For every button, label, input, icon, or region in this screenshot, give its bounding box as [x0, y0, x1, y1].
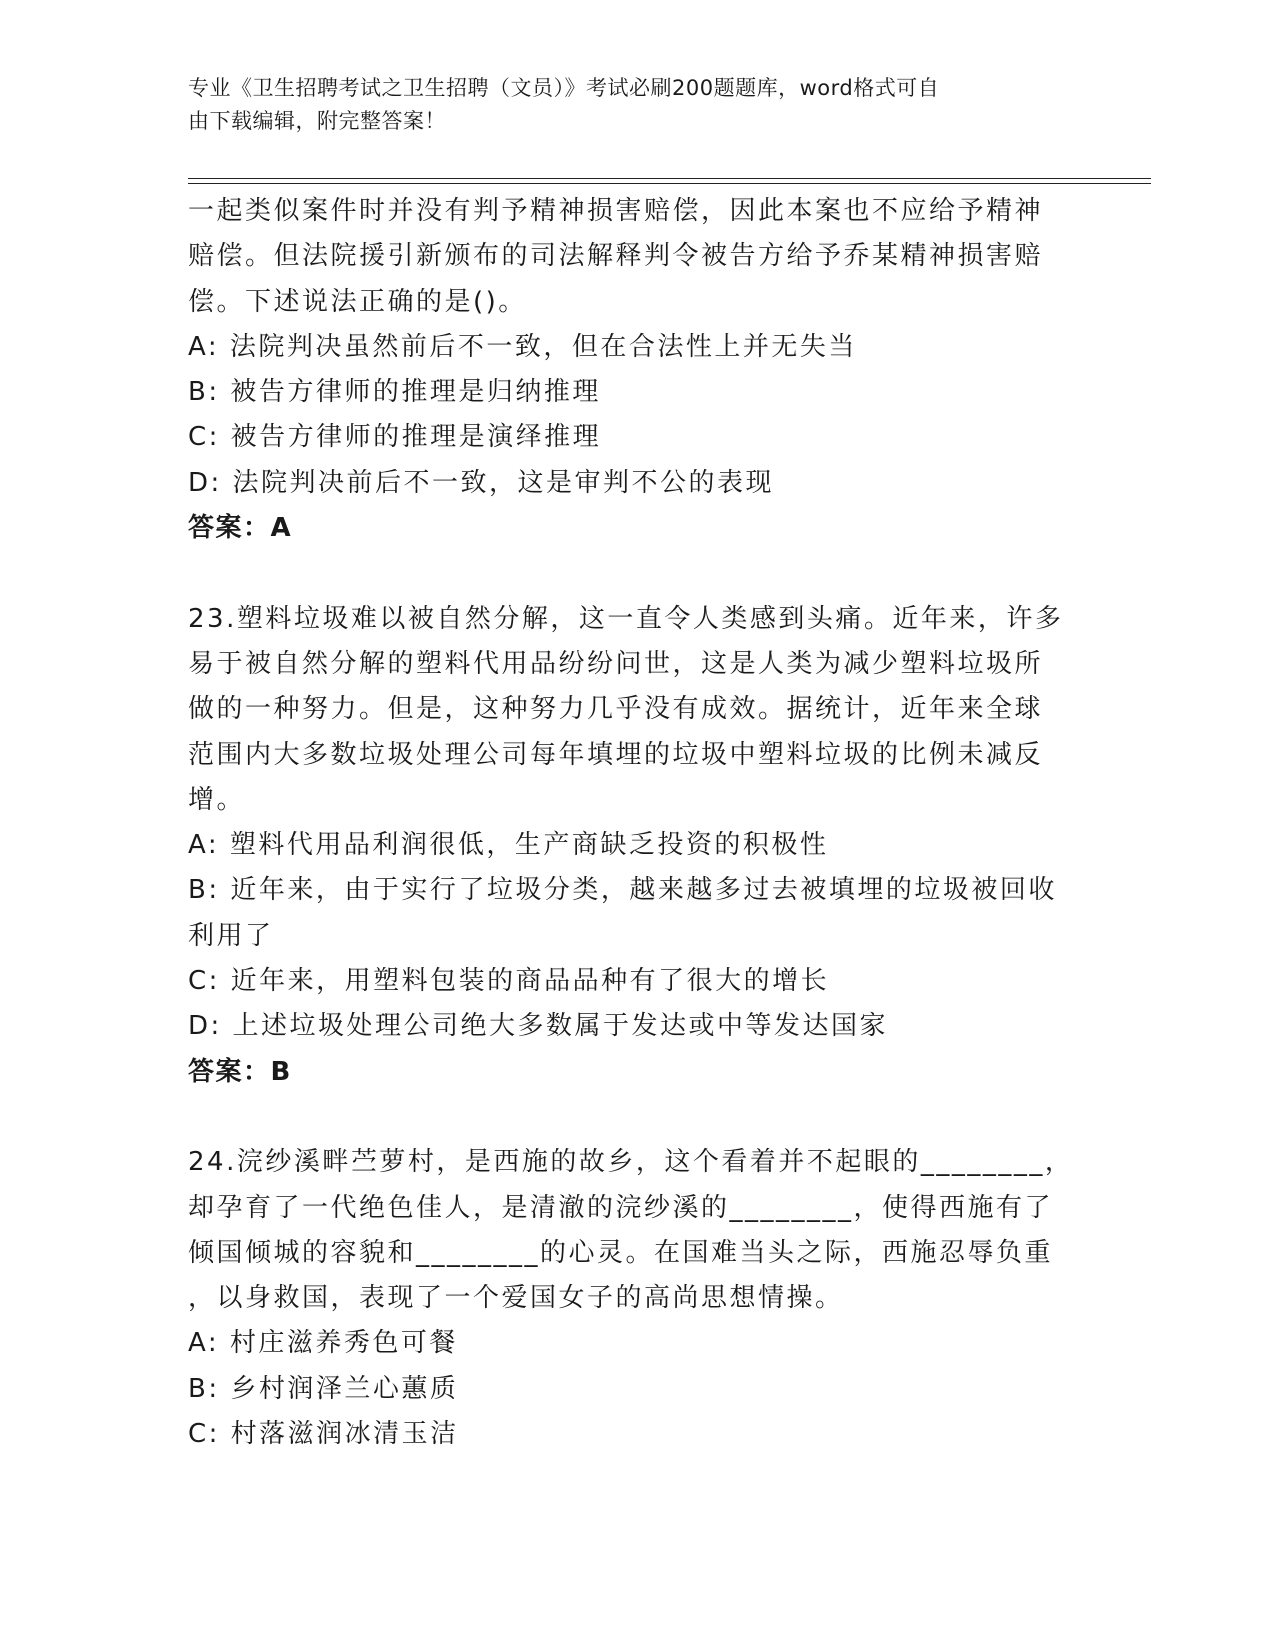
question-stem-line: 一起类似案件时并没有判予精神损害赔偿，因此本案也不应给予精神 [188, 196, 1044, 226]
option-b: B: 乡村润泽兰心蕙质 [188, 1373, 459, 1404]
header-divider-top [188, 178, 1151, 179]
answer-label: 答案：A [188, 513, 293, 544]
header-line-2: 由下载编辑，附完整答案！ [188, 109, 446, 133]
page-header [188, 72, 1068, 138]
question-content [188, 189, 1078, 1457]
option-a: A: 法院判决虽然前后不一致，但在合法性上并无失当 [188, 331, 857, 362]
question-stem-line: 却孕育了一代绝色佳人，是清澈的浣纱溪的________，使得西施有了 [188, 1192, 1054, 1223]
option-b: B: 近年来，由于实行了垃圾分类，越来越多过去被填埋的垃圾被回收 [188, 875, 1057, 906]
question-stem-line: 做的一种努力。但是，这种努力几乎没有成效。据统计，近年来全球 [188, 694, 1044, 725]
option-d: D: 法院判决前后不一致，这是审判不公的表现 [188, 467, 775, 498]
question-stem-line: 范围内大多数垃圾处理公司每年填埋的垃圾中塑料垃圾的比例未减反 [188, 739, 1044, 770]
question-24 [188, 1140, 1078, 1457]
header-line-1: 专业《卫生招聘考试之卫生招聘（文员）》考试必刷200题题库，word格式可自 [188, 76, 940, 100]
question-stem-line: 24.浣纱溪畔苎萝村，是西施的故乡，这个看着并不起眼的________， [188, 1147, 1074, 1178]
answer-label: 答案：B [188, 1056, 292, 1087]
question-stem-line: 增。 [188, 784, 246, 815]
option-c: C: 被告方律师的推理是演绎推理 [188, 422, 602, 453]
question-stem-line: 赔偿。但法院援引新颁布的司法解释判令被告方给予乔某精神损害赔 [188, 241, 1044, 272]
option-d: D: 上述垃圾处理公司绝大多数属于发达或中等发达国家 [188, 1011, 889, 1042]
option-c: C: 近年来，用塑料包装的商品品种有了很大的增长 [188, 966, 830, 997]
option-b: B: 被告方律师的推理是归纳推理 [188, 377, 601, 408]
spacer [188, 551, 1078, 596]
question-23 [188, 597, 1078, 1095]
option-a: A: 塑料代用品利润很低，生产商缺乏投资的积极性 [188, 830, 829, 861]
question-stem-line: 偿。下述说法正确的是()。 [188, 286, 527, 317]
question-stem-line: 易于被自然分解的塑料代用品纷纷问世，这是人类为减少塑料垃圾所 [188, 648, 1044, 679]
spacer [188, 1095, 1078, 1140]
option-c: C: 村落滋润冰清玉洁 [188, 1419, 459, 1450]
question-stem-line: ，以身救国，表现了一个爱国女子的高尚思想情操。 [188, 1283, 844, 1314]
question-stem-line: 倾国倾城的容貌和________的心灵。在国难当头之际，西施忍辱负重 [188, 1237, 1054, 1268]
option-a: A: 村庄滋养秀色可餐 [188, 1328, 458, 1359]
question-stem-line: 23.塑料垃圾难以被自然分解，这一直令人类感到头痛。近年来，许多 [188, 603, 1064, 634]
header-divider-bottom [188, 183, 1151, 184]
question-22 [188, 189, 1078, 551]
option-b-continued: 利用了 [188, 920, 274, 951]
